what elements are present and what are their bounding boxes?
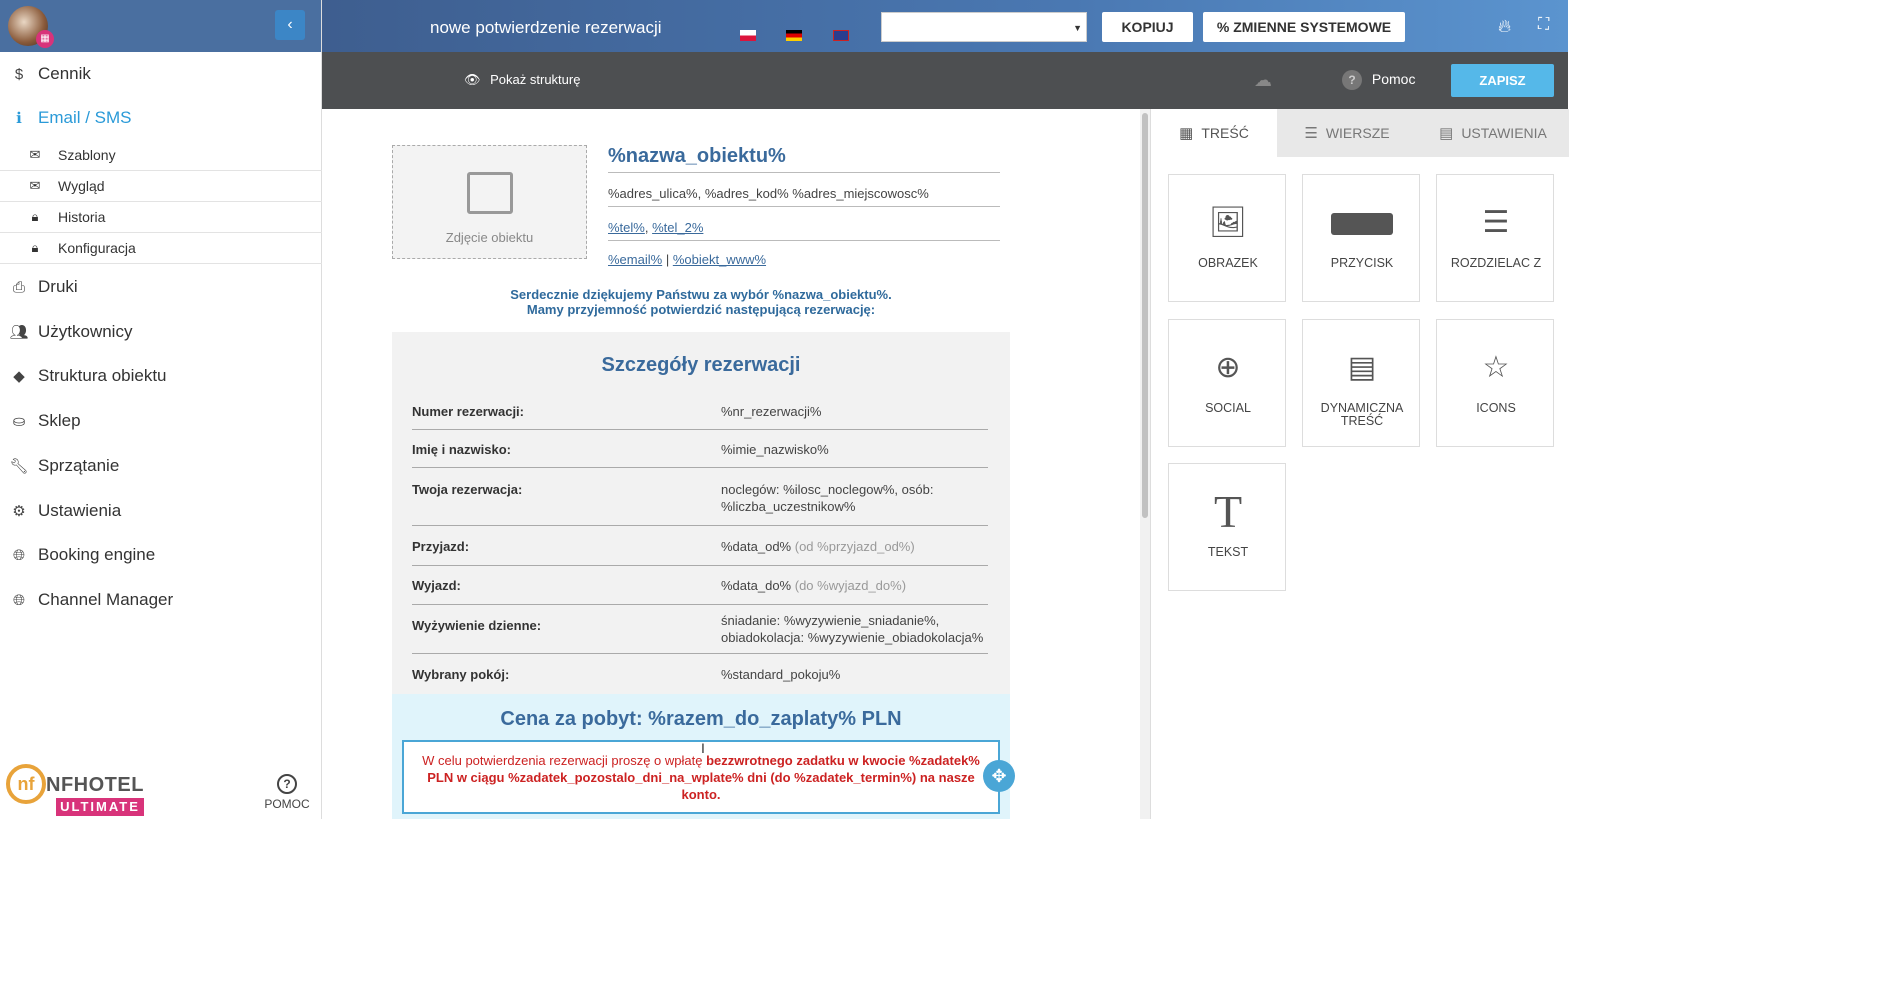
template-select[interactable]: [881, 12, 1087, 42]
thanks-line-1: Serdecznie dziękujemy Państwu za wybór %nazwa_obiektu%.: [510, 287, 892, 302]
deposit-text-bold: PLN w ciągu %zadatek_pozostalo_dni_na_wplate% dni (do %zadatek_termin%) na nasze: [427, 770, 975, 785]
details-title: Szczegóły rezerwacji: [601, 354, 801, 376]
tab-content[interactable]: [1151, 109, 1277, 157]
logo-text: NFHOTEL: [46, 774, 144, 796]
lock-icon: 🔒︎: [31, 209, 39, 224]
editor-toolbar: [322, 52, 1568, 109]
canvas-scrollbar-thumb[interactable]: [1142, 113, 1148, 518]
email-link[interactable]: %email%: [608, 252, 663, 267]
system-variables-label: ZMIENNE SYSTEMOWE: [1233, 19, 1392, 35]
block-dynamic-content[interactable]: [1302, 319, 1420, 447]
dynamic-content-icon: ▤: [1347, 351, 1377, 384]
rows-icon: ☰: [1304, 125, 1318, 142]
row-value-main: %data_od%: [721, 539, 792, 554]
block-button[interactable]: [1302, 174, 1420, 302]
sidebar-item-sklep[interactable]: [0, 401, 322, 441]
sidebar-item-label: Channel Manager: [38, 590, 174, 609]
divider: [608, 240, 1000, 241]
sidebar-item-struktura[interactable]: [0, 356, 322, 396]
text-icon: T: [1213, 486, 1243, 537]
hotel-phones[interactable]: %tel%, %tel_2%: [608, 220, 704, 235]
price-section[interactable]: [392, 694, 1010, 819]
sidebar-item-label: Sprzątanie: [38, 456, 120, 475]
sidebar-item-label: Email / SMS: [38, 108, 132, 127]
help-label: POMOC: [264, 797, 310, 811]
row-value-main: %data_do%: [721, 578, 792, 593]
text-cursor-icon: I: [701, 740, 705, 756]
envelope-icon: ✉: [29, 178, 41, 193]
copy-button[interactable]: KOPIUJ: [1102, 12, 1193, 42]
basket-icon: ⛀: [12, 413, 26, 430]
cogs-icon: ⚙: [12, 503, 26, 520]
cloud-upload-icon[interactable]: ☁: [1254, 70, 1272, 90]
envelope-icon: ✉: [29, 147, 41, 162]
chevron-down-icon: ▼: [1073, 23, 1082, 33]
sidebar: [0, 0, 322, 819]
sidebar-subitem-historia[interactable]: [0, 202, 322, 233]
sidebar-item-label: Sklep: [38, 411, 81, 430]
page-title: nowe potwierdzenie rezerwacji: [430, 18, 662, 37]
image-icon: 🖼︎: [1208, 206, 1248, 239]
globe-icon: 🌐︎: [12, 591, 25, 609]
plus-circle-icon: ⊕: [1215, 351, 1241, 384]
flag-gb-icon[interactable]: [833, 30, 849, 41]
sidebar-subitem-szablony[interactable]: [0, 140, 322, 171]
tab-label: TREŚĆ: [1201, 125, 1249, 141]
row-key: Wyjazd:: [412, 578, 461, 593]
hotel-name[interactable]: %nazwa_obiektu%: [608, 145, 786, 167]
row-value: [721, 612, 983, 646]
block-social[interactable]: [1168, 319, 1286, 447]
price-title: Cena za pobyt: %razem_do_zaplaty% PLN: [500, 708, 902, 730]
tel2-link[interactable]: %tel_2%: [652, 220, 704, 235]
grid-icon: ▦: [1179, 125, 1194, 142]
row-value: [721, 481, 933, 515]
question-icon: ?: [277, 774, 297, 794]
row-value-note: (od %przyjazd_od%): [794, 539, 915, 554]
block-text[interactable]: [1168, 463, 1286, 591]
block-icons[interactable]: [1436, 319, 1554, 447]
sidebar-item-channel-manager[interactable]: [0, 580, 322, 620]
sidebar-item-label: Struktura obiektu: [38, 366, 167, 385]
top-bar: [322, 0, 1568, 52]
sidebar-subitem-label: Szablony: [58, 147, 116, 163]
sidebar-item-cennik[interactable]: [0, 54, 322, 94]
wrench-icon: 🔧︎: [9, 458, 29, 475]
thanks-text[interactable]: [392, 287, 1010, 317]
editor-help-label: Pomoc: [1371, 71, 1416, 87]
info-icon: ℹ: [16, 110, 22, 127]
row-value: %imie_nazwisko%: [721, 442, 829, 457]
sidebar-subitem-konfiguracja[interactable]: [0, 233, 322, 264]
tags-icon: ◆: [13, 368, 25, 385]
row-value: %standard_pokoju%: [721, 667, 841, 682]
row-key: Twoja rezerwacja:: [412, 482, 523, 497]
row-key: Wyżywienie dzienne:: [412, 618, 542, 633]
system-variables-button[interactable]: [1203, 12, 1405, 42]
block-label: TEKST: [1207, 545, 1249, 559]
star-icon: ☆: [1482, 351, 1510, 384]
row-value-line2: %liczba_uczestnikow%: [721, 499, 856, 514]
table-row: [412, 566, 988, 605]
dollar-icon: $: [14, 65, 24, 83]
deposit-text-bold: konto.: [681, 787, 721, 802]
deposit-text: W celu potwierdzenia rezerwacji proszę o wpłatę: [422, 753, 707, 768]
hotel-contacts[interactable]: [608, 252, 766, 267]
fullscreen-icon[interactable]: ⛶: [1538, 16, 1550, 33]
row-key: Przyjazd:: [412, 539, 470, 554]
email-canvas: [322, 109, 1150, 819]
logo-mark-icon: nf: [6, 764, 46, 804]
lock-icon: 🔒︎: [31, 240, 39, 255]
editor-help-button[interactable]: [1342, 70, 1415, 90]
show-structure-toggle[interactable]: [464, 72, 580, 88]
separator: |: [665, 252, 670, 267]
fire-icon[interactable]: 🔥︎: [1498, 16, 1512, 36]
sidebar-item-label: Booking engine: [38, 545, 156, 564]
sidebar-item-label: Cennik: [38, 64, 91, 83]
row-value: %nr_rezerwacji%: [721, 404, 822, 419]
calendar-badge-icon: ▦: [36, 30, 54, 48]
eye-icon: 👁︎: [464, 72, 481, 87]
settings-list-icon: ▤: [1439, 125, 1454, 142]
row-key: Numer rezerwacji:: [412, 404, 524, 419]
block-label: ICONS: [1476, 401, 1516, 415]
sidebar-item-ustawienia[interactable]: [0, 491, 322, 531]
globe-icon: 🌐︎: [12, 546, 25, 564]
row-value-line1: śniadanie: %wyzywienie_sniadanie%,: [721, 613, 940, 628]
block-divider[interactable]: [1436, 174, 1554, 302]
thanks-line-2: Mamy przyjemność potwierdzić następującą rezerwację:: [526, 302, 876, 317]
block-label: OBRAZEK: [1198, 256, 1258, 270]
row-key: Wybrany pokój:: [412, 667, 510, 682]
table-row: [412, 654, 988, 694]
printer-icon: ⎙: [12, 278, 25, 296]
sidebar-item-booking-engine[interactable]: [0, 535, 322, 575]
tab-label: USTAWIENIA: [1461, 125, 1547, 141]
sidebar-subitem-label: Wygląd: [58, 178, 105, 194]
tab-rows[interactable]: [1277, 109, 1417, 157]
users-icon: 👥︎: [9, 324, 29, 341]
sidebar-header: [0, 0, 321, 52]
block-label: PRZYCISK: [1330, 256, 1394, 270]
sidebar-item-email-sms[interactable]: [0, 98, 322, 138]
deposit-text-bold: bezzwrotnego zadatku w kwocie %zadatek%: [706, 753, 980, 768]
tel-link[interactable]: %tel%: [608, 220, 645, 235]
sidebar-item-label: Użytkownicy: [38, 322, 133, 341]
button-icon: [1303, 203, 1421, 243]
block-label: ROZDZIELAC Z: [1450, 256, 1542, 270]
collapse-sidebar-button[interactable]: ‹: [275, 10, 305, 40]
table-row: [412, 430, 988, 468]
row-value-note: (do %wyjazd_do%): [794, 578, 907, 593]
app-logo: [6, 764, 146, 814]
table-row: [412, 468, 988, 526]
sidebar-subitem-label: Konfiguracja: [58, 240, 136, 256]
image-placeholder-icon: [467, 172, 513, 214]
row-value-line1: noclegów: %ilosc_noclegow%, osób:: [721, 482, 934, 497]
table-row: [412, 605, 988, 654]
divider-icon: ☰: [1482, 206, 1510, 239]
sidebar-item-sprzatanie[interactable]: [0, 446, 322, 486]
reservation-details[interactable]: [392, 332, 1010, 694]
tab-label: WIERSZE: [1325, 125, 1390, 141]
row-value: [721, 577, 906, 594]
block-image[interactable]: [1168, 174, 1286, 302]
photo-caption: Zdjęcie obiektu: [445, 230, 534, 245]
sidebar-item-label: Druki: [38, 277, 78, 296]
show-structure-label: Pokaż strukturę: [490, 72, 581, 87]
row-value-line2: obiadokolacja: %wyzywienie_obiadokolacja%: [721, 630, 984, 645]
block-label: SOCIAL: [1205, 401, 1251, 415]
sidebar-item-uzytkownicy[interactable]: [0, 312, 322, 352]
divider: [608, 172, 1000, 173]
move-handle-icon[interactable]: ✥: [983, 760, 1015, 792]
property-photo-placeholder[interactable]: [392, 145, 587, 259]
percent-icon: %: [1216, 19, 1230, 35]
flag-de-icon[interactable]: [786, 30, 802, 41]
blocks-panel: [1150, 109, 1568, 819]
table-row: [412, 526, 988, 566]
sidebar-subitem-wyglad[interactable]: [0, 171, 322, 202]
hotel-address[interactable]: %adres_ulica%, %adres_kod% %adres_miejscowosc%: [608, 186, 929, 201]
www-link[interactable]: %obiekt_www%: [672, 252, 767, 267]
save-button[interactable]: ZAPISZ: [1451, 64, 1554, 97]
flag-pl-icon[interactable]: [740, 30, 756, 41]
tab-settings[interactable]: [1417, 109, 1569, 157]
panel-tabs: [1151, 109, 1569, 157]
row-key: Imię i nazwisko:: [412, 442, 511, 457]
sidebar-item-label: Ustawienia: [38, 501, 122, 520]
question-icon: ?: [1342, 70, 1362, 90]
sidebar-item-druki[interactable]: [0, 267, 322, 307]
row-value: [721, 538, 915, 555]
logo-subtitle: ULTIMATE: [56, 798, 144, 816]
sidebar-subitem-label: Historia: [58, 209, 106, 225]
table-row: [412, 396, 988, 430]
block-label: DYNAMICZNA TREŚĆ: [1320, 401, 1404, 428]
help-button[interactable]: [256, 774, 318, 811]
divider: [608, 206, 1000, 207]
